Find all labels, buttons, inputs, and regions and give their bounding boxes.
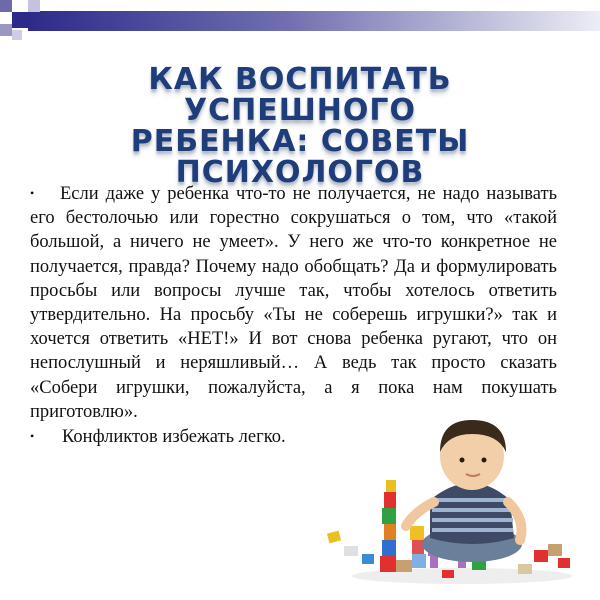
- title-line-2: РЕБЕНКА: СОВЕТЫ: [130, 124, 470, 159]
- header-decoration: [0, 0, 600, 48]
- child-with-blocks-image: [322, 408, 572, 588]
- bullet-marker: •: [30, 429, 35, 444]
- bullet-item: [30, 181, 557, 424]
- bullet-text: Если даже у ребенка что-то не получается, не надо называть его бестолочью или горестно сокрушаться о том, что «такой большой, а ничего не умеет». У него же что-то конкретное не получается, правда? Почему надо обобщать? Да и формулировать просьбы или вопросы лучше так, чтобы хотелось ответить утвердительно. На просьбу «Ты не соберешь игрушки?» так и хочется ответить «НЕТ!» И вот снова ребенка ругают, что он непослушный и неряшливый… А ведь так просто сказать «Собери игрушки, пожалуйста, а я пока нам покушать приготовлю».: [30, 184, 557, 422]
- title-line-3: ПСИХОЛОГОВ: [175, 155, 425, 190]
- bullet-marker: •: [30, 186, 35, 200]
- title-line-1: КАК ВОСПИТАТЬ УСПЕШНОГО: [148, 62, 452, 128]
- slide-title: [30, 64, 570, 188]
- bullet-text: Конфликтов избежать легко.: [62, 427, 286, 448]
